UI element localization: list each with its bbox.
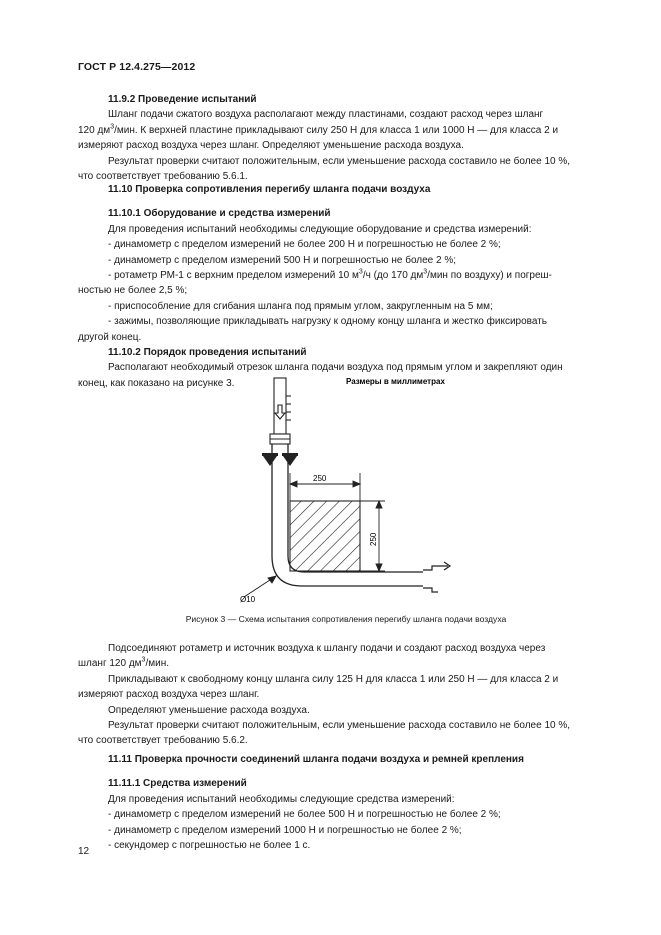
section-heading: 11.10 Проверка сопротивления перегибу шланга подачи воздуха [108, 184, 431, 195]
hose-end-fitting [423, 562, 450, 592]
section-11-9-2 [78, 92, 614, 184]
list-item [78, 268, 614, 283]
figure-caption: Рисунок 3 — Схема испытания сопротивления перегибу шланга подачи воздуха [185, 614, 507, 624]
superscript: 3 [141, 657, 146, 665]
dimensions-note: Размеры в миллиметрах [346, 377, 445, 386]
paragraph-line: измеряют расход воздуха через шланг. [78, 689, 260, 701]
paragraph-line: конец, как показано на рисунке 3. [78, 377, 235, 389]
section-11-10 [78, 182, 614, 391]
paragraph-line: Определяют уменьшение расхода воздуха. [108, 704, 310, 716]
document-code: ГОСТ Р 12.4.275—2012 [78, 61, 196, 73]
diameter-leader [244, 576, 276, 597]
paragraph-line: Прикладывают к свободному концу шланга силу 125 Н для класса 1 или 250 Н — для класса 2 и [108, 673, 559, 685]
paragraph-line: что соответствует требованию 5.6.1. [78, 171, 248, 183]
list-item: - динамометр с пределом измерений не более 200 Н и погрешностью не более 2 %; [108, 239, 501, 251]
list-item-continuation: ностью не более 2,5 %; [78, 285, 188, 297]
dimension-height-label: 250 [369, 532, 378, 546]
rotameter-fitting [270, 378, 291, 444]
list-item: - динамометр с пределом измерений не более 500 Н и погрешностью не более 2 %; [108, 809, 501, 821]
procedure-continued [78, 641, 614, 749]
paragraph-line: Шланг подачи сжатого воздуха располагают между пластинами, создают расход через шланг [108, 109, 544, 121]
paragraph-line [78, 656, 614, 671]
text-fragment: /ч (до 170 дм [362, 270, 424, 282]
dimension-width-label: 250 [313, 474, 327, 483]
load-plate [290, 501, 360, 571]
text-fragment: /мин. [145, 658, 169, 670]
clamp-jaws [262, 453, 298, 466]
list-item: - динамометр с пределом измерений 1000 Н и погрешностью не более 2 %; [108, 824, 462, 836]
superscript: 3 [110, 123, 115, 131]
list-item-continuation: другой конец. [78, 331, 142, 343]
subsection-heading: 11.11.1 Средства измерений [108, 778, 247, 790]
subsection-heading: 11.10.1 Оборудование и средства измерений [108, 208, 331, 220]
superscript: 3 [358, 268, 363, 276]
subsection-heading: 11.10.2 Порядок проведения испытаний [108, 347, 307, 359]
figure-3-diagram [0, 370, 661, 610]
list-item: - зажимы, позволяющие прикладывать нагрузку к одному концу шланга и жестко фиксировать [108, 316, 547, 328]
text-fragment: шланг 120 дм [78, 658, 142, 670]
paragraph-line: Располагают необходимый отрезок шланга подачи воздуха под прямым углом и закрепляют один [108, 362, 563, 374]
paragraph-line: измеряют расход воздуха через шланг. Определяют уменьшение расхода воздуха. [78, 140, 464, 152]
paragraph-line [78, 123, 614, 138]
list-item: - динамометр с пределом измерений 500 Н и погрешностью не более 2 %; [108, 254, 457, 266]
list-item: - приспособление для сгибания шланга под прямым углом, закругленным на 5 мм; [108, 300, 493, 312]
section-11-11 [78, 752, 614, 853]
paragraph-line: Результат проверки считают положительным, если уменьшение расхода составило не более 10 %, [108, 720, 571, 732]
text-fragment: /мин. К верхней пластине прикладывают силу 250 Н для класса 1 или 1000 Н — для класса 2 и [114, 124, 559, 136]
diameter-label: Ø10 [240, 595, 256, 604]
paragraph-line: Для проведения испытаний необходимы следующие оборудование и средства измерений: [108, 223, 532, 235]
paragraph-line: Для проведения испытаний необходимы следующие средства измерений: [108, 793, 455, 805]
text-fragment: 120 дм [78, 124, 111, 136]
text-fragment: - ротаметр РМ-1 с верхним пределом измерений 10 м [108, 270, 359, 282]
paragraph-line: Результат проверки считают положительным, если уменьшение расхода составило не более 10 %, [108, 155, 571, 167]
superscript: 3 [423, 268, 428, 276]
section-heading: 11.11 Проверка прочности соединений шланга подачи воздуха и ремней крепления [108, 754, 524, 765]
page-number: 12 [78, 846, 90, 857]
text-fragment: /мин по воздуху) и погреш- [427, 270, 552, 282]
paragraph-line: что соответствует требованию 5.6.2. [78, 735, 248, 747]
section-heading: 11.9.2 Проведение испытаний [108, 94, 257, 105]
paragraph-line: Подсоединяют ротаметр и источник воздуха к шлангу подачи и создают расход воздуха через [108, 643, 546, 654]
list-item: - секундомер с погрешностью не более 1 с. [108, 840, 311, 852]
